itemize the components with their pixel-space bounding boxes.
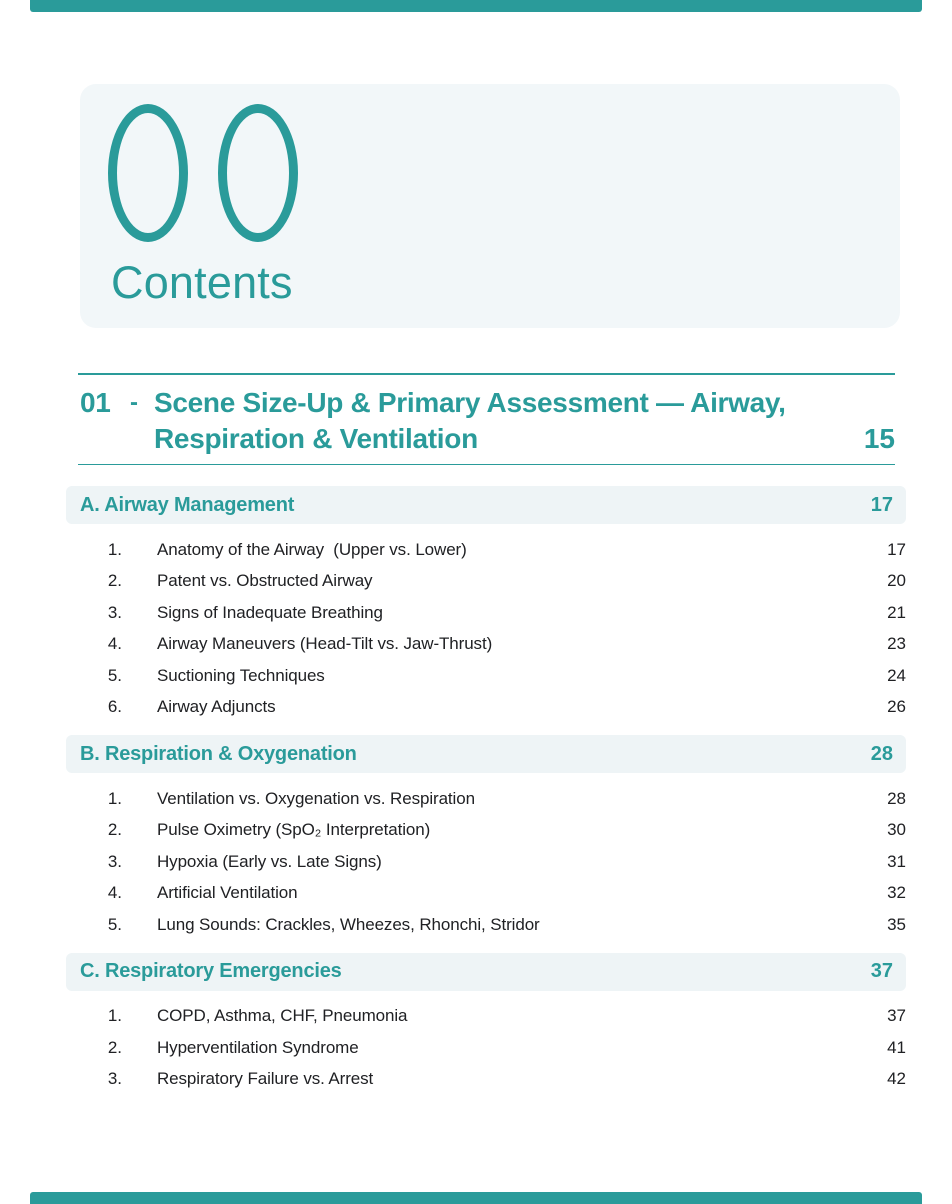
item-page: 31 — [887, 851, 906, 871]
item-label: Pulse Oximetry (SpO₂ Interpretation) — [157, 820, 431, 840]
toc-item — [66, 846, 906, 878]
item-label: Airway Maneuvers (Head-Tilt vs. Jaw-Thrust) — [157, 634, 493, 654]
item-number: 3. — [107, 851, 122, 871]
chapter-separator: - — [130, 388, 138, 416]
item-page: 30 — [887, 820, 906, 840]
item-number: 2. — [107, 820, 122, 840]
item-label: Respiratory Failure vs. Arrest — [157, 1069, 374, 1089]
contents-hero-card — [80, 84, 900, 328]
toc-item — [66, 1032, 906, 1064]
item-label: Airway Adjuncts — [157, 697, 276, 717]
section-label: B. Respiration & Oxygenation — [80, 742, 357, 765]
chapter-number: 01 — [80, 386, 111, 418]
item-number: 1. — [107, 788, 122, 808]
item-page: 23 — [887, 634, 906, 654]
section-label: A. Airway Management — [80, 493, 295, 516]
item-page: 17 — [887, 539, 906, 559]
toc-item — [66, 597, 906, 629]
item-number: 4. — [107, 634, 122, 654]
zero-glyph — [218, 104, 298, 242]
chapter-title-line1: Scene Size-Up & Primary Assessment — Airway, — [154, 386, 786, 418]
item-label: Lung Sounds: Crackles, Wheezes, Rhonchi, Stridor — [157, 914, 540, 934]
section-band-a — [66, 486, 906, 524]
section-label: C. Respiratory Emergencies — [80, 960, 342, 982]
item-number: 5. — [107, 665, 122, 685]
item-number: 3. — [107, 1069, 122, 1089]
toc-item — [66, 660, 906, 692]
item-label: COPD, Asthma, CHF, Pneumonia — [157, 1006, 408, 1026]
section-page-number: 28 — [870, 742, 893, 765]
item-page: 20 — [887, 571, 906, 591]
toc-item — [66, 909, 906, 941]
item-page: 37 — [887, 1006, 906, 1026]
contents-title: Contents — [111, 257, 293, 308]
item-label: Signs of Inadequate Breathing — [157, 602, 383, 622]
item-number: 4. — [107, 883, 122, 903]
item-label: Hyperventilation Syndrome — [157, 1037, 359, 1057]
section-band-c — [66, 953, 906, 991]
toc-item — [66, 534, 906, 566]
rule-top — [78, 373, 895, 375]
item-number: 2. — [107, 1037, 122, 1057]
item-number: 6. — [107, 697, 122, 717]
toc-sections — [66, 486, 906, 1107]
section-b-items — [66, 783, 906, 941]
item-number: 1. — [107, 1006, 122, 1026]
chapter-page-number: 15 — [863, 422, 895, 454]
chapter-zero-number — [108, 104, 298, 242]
rule-bottom — [78, 464, 895, 466]
item-number: 2. — [107, 571, 122, 591]
item-page: 28 — [887, 788, 906, 808]
section-page-number: 17 — [870, 493, 893, 516]
section-page-number: 37 — [870, 960, 893, 982]
toc-item — [66, 1064, 906, 1096]
toc-item — [66, 629, 906, 661]
item-page: 21 — [887, 602, 906, 622]
section-c-items — [66, 1001, 906, 1096]
chapter-heading-block — [78, 373, 895, 465]
item-number: 1. — [107, 539, 122, 559]
chapter-title — [154, 385, 864, 457]
toc-item — [66, 1001, 906, 1033]
item-label: Patent vs. Obstructed Airway — [157, 571, 373, 591]
item-number: 5. — [107, 914, 122, 934]
item-page: 41 — [887, 1037, 906, 1057]
item-label: Hypoxia (Early vs. Late Signs) — [157, 851, 382, 871]
item-label: Artificial Ventilation — [157, 883, 298, 903]
toc-item — [66, 783, 906, 815]
item-page: 32 — [887, 883, 906, 903]
section-a-items — [66, 534, 906, 723]
item-label: Suctioning Techniques — [157, 665, 325, 685]
chapter-zero-text — [108, 104, 109, 105]
chapter-title-line2: Respiration & Ventilation — [154, 422, 478, 454]
item-number: 3. — [107, 602, 122, 622]
zero-glyph — [108, 104, 188, 242]
toc-item — [66, 815, 906, 847]
item-page: 26 — [887, 697, 906, 717]
item-page: 42 — [887, 1069, 906, 1089]
toc-item — [66, 692, 906, 724]
toc-item — [66, 566, 906, 598]
bottom-accent-bar — [30, 1192, 922, 1204]
toc-item — [66, 878, 906, 910]
item-page: 35 — [887, 914, 906, 934]
chapter-heading-row — [78, 385, 895, 457]
item-page: 24 — [887, 665, 906, 685]
item-label: Anatomy of the Airway (Upper vs. Lower) — [157, 539, 467, 559]
top-accent-bar — [30, 0, 922, 12]
section-band-b — [66, 735, 906, 773]
item-label: Ventilation vs. Oxygenation vs. Respiration — [157, 788, 475, 808]
